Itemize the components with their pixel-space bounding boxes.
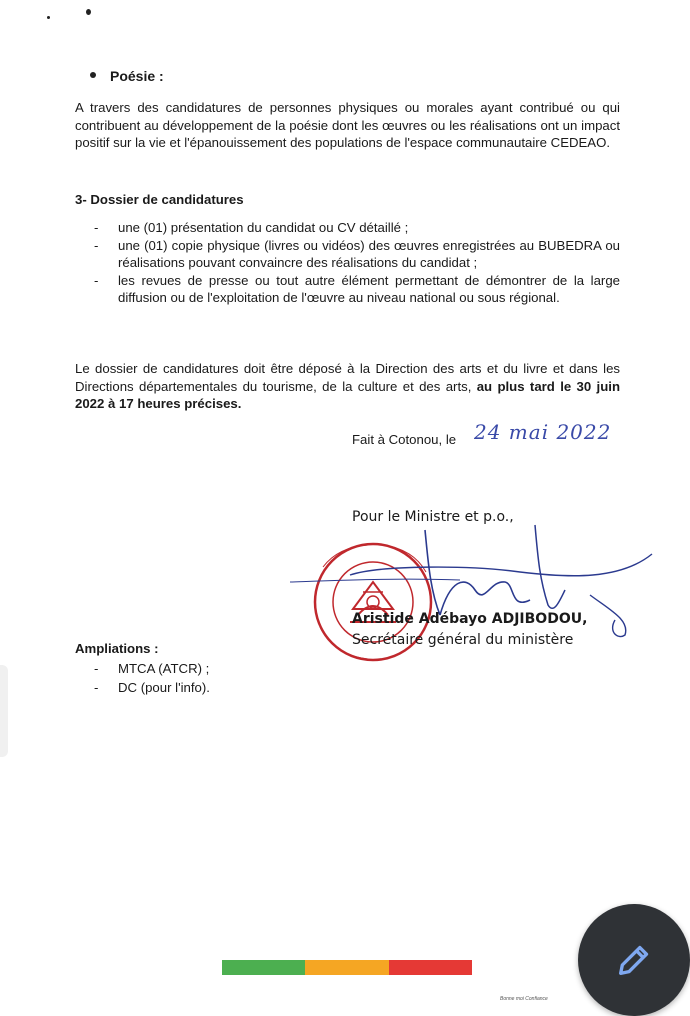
dossier-heading: 3- Dossier de candidatures xyxy=(75,192,244,207)
deposit-paragraph xyxy=(75,360,620,413)
list-item: - DC (pour l'info). xyxy=(92,679,210,698)
ampliations-list xyxy=(92,660,210,697)
list-item: - une (01) copie physique (livres ou vidéos) des œuvres enregistrées au BUBEDRA ou réalisations pouvant convaincre des réalisations du candidat ; xyxy=(92,237,620,272)
intro-paragraph xyxy=(75,99,620,152)
deposit-deadline: au plus tard le 30 juin 2022 à 17 heures précises. xyxy=(75,378,620,411)
footer-note: Bonne moi Confiance xyxy=(500,996,548,1002)
flag-yellow xyxy=(305,960,388,975)
side-drawer-handle[interactable] xyxy=(0,665,8,757)
edit-fab-button[interactable] xyxy=(578,904,690,1016)
ampliations-title: Ampliations : xyxy=(75,641,159,656)
dossier-list xyxy=(92,219,620,307)
list-item: - une (01) présentation du candidat ou CV détaillé ; xyxy=(92,219,620,237)
pour-le-ministre: Pour le Ministre et p.o., xyxy=(352,509,514,525)
signatory-name: Aristide Adébayo ADJIBODOU, xyxy=(352,611,588,627)
signatory-title: Secrétaire général du ministère xyxy=(352,632,574,648)
deposit-text: Le dossier de candidatures doit être déposé à la Direction des arts et du livre et dans les Directions départementales du tourisme, de la culture et des arts, xyxy=(75,361,620,394)
section-label: Poésie : xyxy=(110,68,164,84)
bullet-icon xyxy=(90,72,96,78)
scan-speck xyxy=(47,16,50,19)
section-poesie xyxy=(90,68,164,84)
pencil-icon xyxy=(614,940,654,980)
benin-flag-stripe xyxy=(222,960,472,975)
list-item: - les revues de presse ou tout autre élément permettant de démontrer de la large diffusion ou de l'exploitation de l'œuvre au niveau national ou sous régional. xyxy=(92,272,620,307)
flag-green xyxy=(222,960,305,975)
intro-text: A travers des candidatures de personnes physiques ou morales ayant contribué ou qui contribuent au développement de la poésie dont les œuvres ou les réalisations ont un impact positif sur la vie et l'épanouissement des populations de l'espace communautaire CEDEAO. xyxy=(75,100,620,150)
list-item: - MTCA (ATCR) ; xyxy=(92,660,210,679)
handwritten-date: 24 mai 2022 xyxy=(474,420,612,444)
place-label: Fait à Cotonou, le xyxy=(352,432,457,447)
flag-red xyxy=(389,960,472,975)
scan-speck xyxy=(86,9,91,15)
